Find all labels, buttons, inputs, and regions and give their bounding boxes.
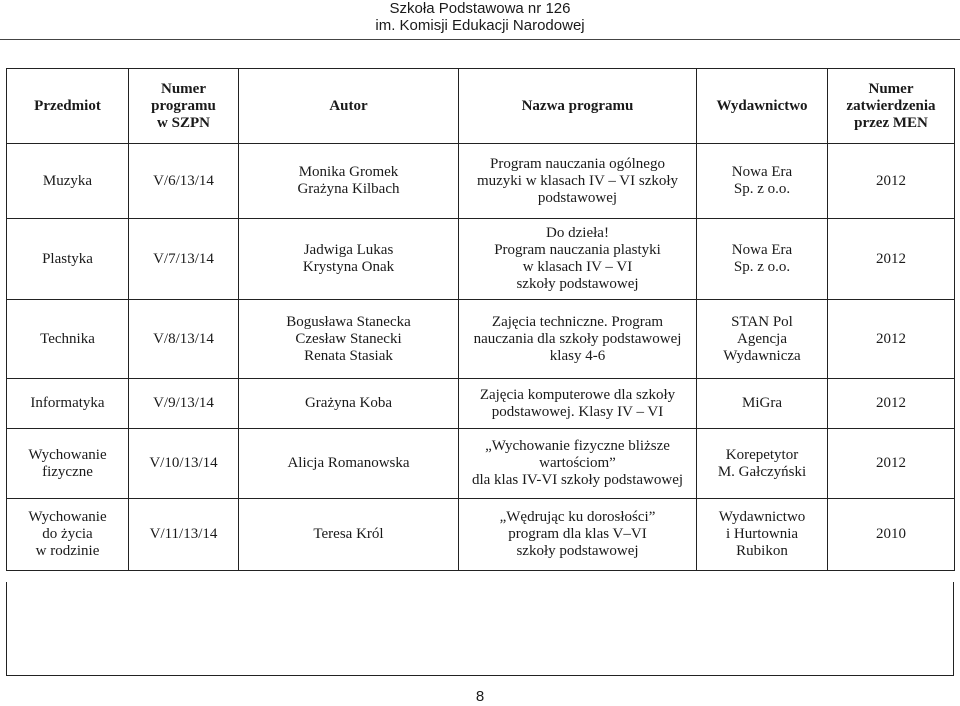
cell-program-number: V/11/13/14 [129,499,239,571]
cell-program-name: „Wychowanie fizyczne bliższe wartościom” dla klas IV-VI szkoły podstawowej [459,429,697,499]
cell-subject: Wychowanie fizyczne [7,429,129,499]
cell-author: Grażyna Koba [239,379,459,429]
cell-program-number: V/7/13/14 [129,219,239,300]
cell-publisher: MiGra [697,379,828,429]
cell-program-number: V/10/13/14 [129,429,239,499]
cell-subject: Muzyka [7,144,129,219]
cell-program-number: V/9/13/14 [129,379,239,429]
cell-publisher: Nowa Era Sp. z o.o. [697,219,828,300]
cell-approval-number: 2012 [828,429,955,499]
cell-program-name: Zajęcia techniczne. Program nauczania dla szkoły podstawowej klasy 4-6 [459,300,697,379]
cell-approval-number: 2012 [828,144,955,219]
cell-publisher: STAN Pol Agencja Wydawnicza [697,300,828,379]
table-empty-area [6,582,954,676]
cell-program-number: V/6/13/14 [129,144,239,219]
cell-author: Jadwiga Lukas Krystyna Onak [239,219,459,300]
column-header-subject: Przedmiot [7,69,129,144]
cell-subject: Plastyka [7,219,129,300]
cell-approval-number: 2012 [828,219,955,300]
cell-author: Monika Gromek Grażyna Kilbach [239,144,459,219]
cell-approval-number: 2012 [828,300,955,379]
cell-program-name: Program nauczania ogólnego muzyki w klasach IV – VI szkoły podstawowej [459,144,697,219]
cell-program-name: Zajęcia komputerowe dla szkoły podstawowej. Klasy IV – VI [459,379,697,429]
table-row [7,379,955,429]
cell-program-name: Do dzieła! Program nauczania plastyki w klasach IV – VI szkoły podstawowej [459,219,697,300]
table-row [7,429,955,499]
table-header-row [7,69,955,144]
table-row [7,499,955,571]
cell-publisher: Nowa Era Sp. z o.o. [697,144,828,219]
school-patron: im. Komisji Edukacji Narodowej [375,17,585,34]
cell-subject: Wychowanie do życia w rodzinie [7,499,129,571]
table-row [7,300,955,379]
column-header-approval-number: Numer zatwierdzenia przez MEN [828,69,955,144]
column-header-author: Autor [239,69,459,144]
cell-subject: Technika [7,300,129,379]
cell-author: Teresa Król [239,499,459,571]
cell-program-number: V/8/13/14 [129,300,239,379]
cell-author: Bogusława Stanecka Czesław Stanecki Renata Stasiak [239,300,459,379]
cell-publisher: Wydawnictwo i Hurtownia Rubikon [697,499,828,571]
cell-author: Alicja Romanowska [239,429,459,499]
cell-approval-number: 2012 [828,379,955,429]
column-header-program-name: Nazwa programu [459,69,697,144]
table-row [7,219,955,300]
cell-publisher: Korepetytor M. Gałczyński [697,429,828,499]
column-header-program-number: Numer programu w SZPN [129,69,239,144]
cell-subject: Informatyka [7,379,129,429]
cell-approval-number: 2010 [828,499,955,571]
curriculum-table [6,68,955,571]
table-row [7,144,955,219]
cell-program-name: „Wędrując ku dorosłości” program dla klas V–VI szkoły podstawowej [459,499,697,571]
header-rule [0,39,960,40]
school-name: Szkoła Podstawowa nr 126 [389,0,571,17]
page-number: 8 [475,688,485,705]
column-header-publisher: Wydawnictwo [697,69,828,144]
